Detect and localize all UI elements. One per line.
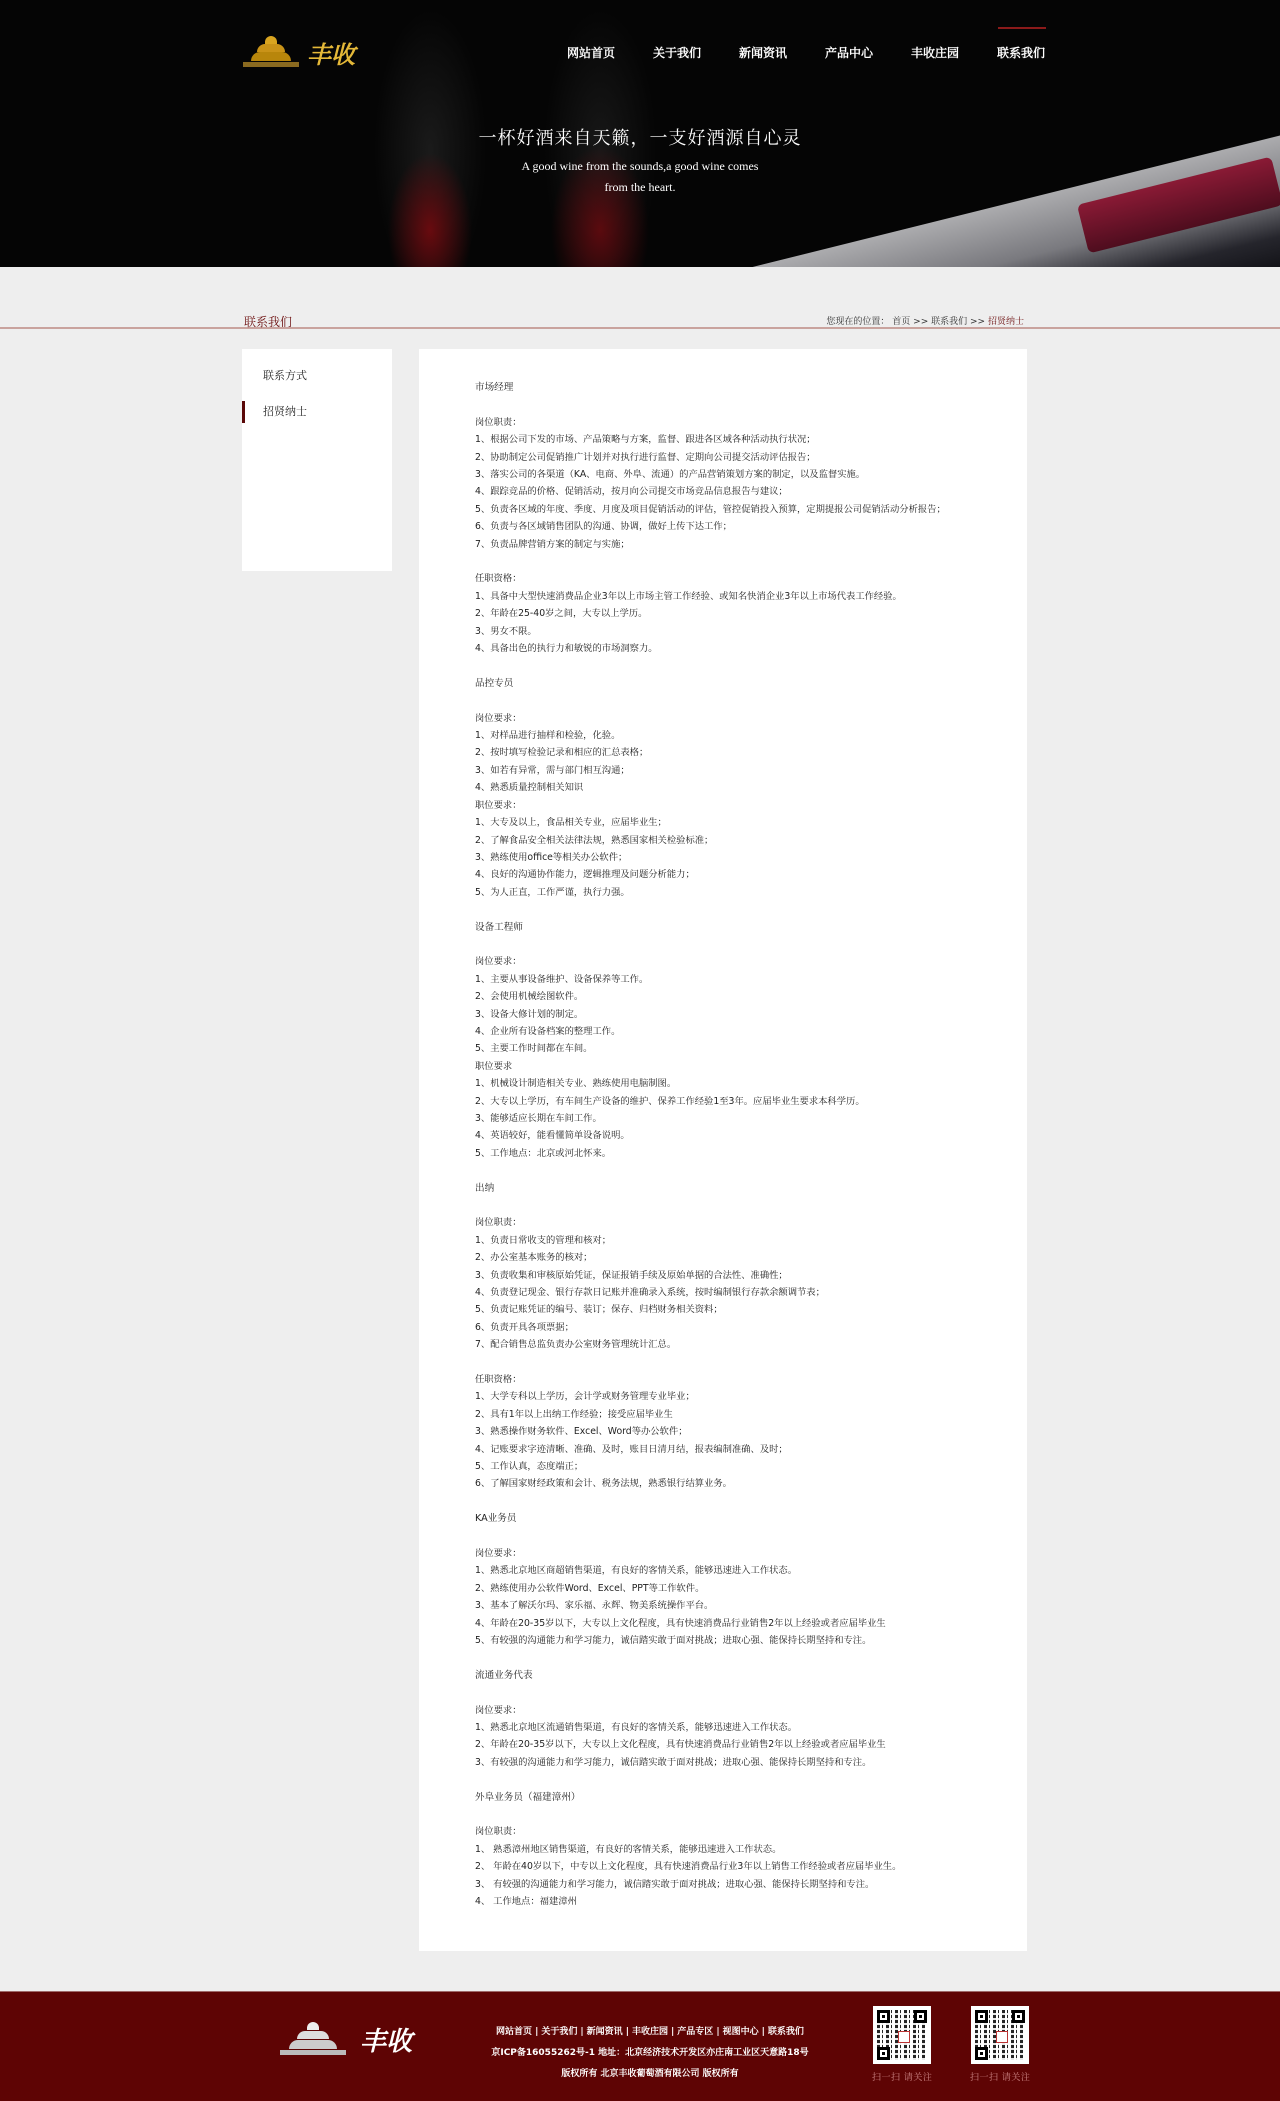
job-requirement-item: 2、按时填写检验记录和相应的汇总表格； [475,747,649,759]
temple-logo-icon [280,2020,346,2060]
job-requirement-item: 1、根据公司下发的市场、产品策略与方案，监督、跟进各区域各种活动执行状况； [475,434,816,446]
job-requirement-item: 4、具备出色的执行力和敏锐的市场洞察力。 [475,643,658,655]
footer-link-video[interactable]: 视图中心 [722,2026,759,2037]
breadcrumb [826,314,1024,327]
qr-label: 扫一扫 请关注 [970,2072,1031,2083]
job-requirement-item: 5、为人正直，工作严谨，执行力强。 [475,886,630,898]
logo-text: 丰收 [307,39,355,69]
breadcrumb-current[interactable]: 招贤纳士 [987,317,1024,327]
hero-title: 一杯好酒来自天籁，一支好酒源自心灵 [478,128,802,149]
footer-link-contact[interactable]: 联系我们 [767,2026,804,2037]
job-requirement-item: 3、 有较强的沟通能力和学习能力，诚信踏实敢于面对挑战；进取心强、能保持长期坚持和专注。 [475,1878,875,1890]
spacer [475,1354,971,1371]
job-section-heading: 职位要求： [475,799,522,811]
site-footer [0,1991,1280,2101]
job-requirement-item: 2、年龄在20-35岁以下，大专以上文化程度，具有快速消费品行业销售2年以上经验或者应届毕业生 [475,1739,886,1751]
job-requirement-item: 3、基本了解沃尔玛、家乐福、永辉、物美系统操作平台。 [475,1600,714,1612]
spacer [475,1771,971,1788]
job-title: 品控专员 [475,677,514,689]
qr-code-2 [970,2006,1030,2083]
spacer [475,1493,971,1510]
job-requirement-item: 2、大专以上学历，有车间生产设备的维护、保养工作经验1至3年。应届毕业生要求本科学历。 [475,1095,865,1107]
job-requirement-item: 7、配合销售总监负责办公室财务管理统计汇总。 [475,1339,677,1351]
job-section-heading: 岗位要求： [475,956,522,968]
job-section-heading: 岗位职责： [475,1826,522,1838]
footer-link-news[interactable]: 新闻资讯 [586,2026,623,2037]
hero-text [0,124,1280,198]
breadcrumb-separator: >> [970,317,986,327]
job-section-heading: 任职资格： [475,1374,522,1386]
job-requirement-item: 5、负责记账凭证的编号、装订；保存、归档财务相关资料； [475,1304,723,1316]
job-title: 设备工程师 [475,921,523,933]
footer-logo-text: 丰收 [360,2027,413,2058]
job-requirement-item: 1、负责日常收支的管理和核对； [475,1234,612,1246]
job-requirement-item: 2、熟练使用办公软件Word、Excel、PPT等工作软件。 [475,1582,705,1594]
job-title: 出纳 [475,1182,495,1194]
job-requirement-item: 3、能够适应长期在车间工作。 [475,1112,602,1124]
job-section-heading: 岗位职责： [475,416,522,428]
job-requirement-item: 5、工作认真，态度端正； [475,1461,584,1473]
sidebar-item-label: 联系方式 [263,369,307,382]
job-requirement-item: 5、主要工作时间都在车间。 [475,1043,593,1055]
job-section-heading: 任职资格： [475,573,522,585]
spacer [475,1649,971,1666]
job-requirement-item: 3、设备大修计划的制定。 [475,1008,584,1020]
job-requirement-item: 4、记账要求字迹清晰、准确、及时，账目日清月结，报表编制准确、及时； [475,1443,788,1455]
job-requirement-item: 4、跟踪竞品的价格、促销活动，按月向公司提交市场竞品信息报告与建议； [475,486,788,498]
job-requirement-item: 3、熟练使用office等相关办公软件； [475,851,628,863]
breadcrumb-prefix: 您现在的位置： [826,317,890,327]
qr-label: 扫一扫 请关注 [872,2072,933,2083]
nav-item-products[interactable]: 产品中心 [824,46,873,60]
job-requirement-item: 4、年龄在20-35岁以下，大专以上文化程度，具有快速消费品行业销售2年以上经验或者应届毕业生 [475,1617,886,1629]
job-requirement-item: 3、熟悉操作财务软件、Excel、Word等办公软件； [475,1426,688,1438]
footer-link-estate[interactable]: 丰收庄园 [631,2026,668,2037]
job-section-heading: 岗位要求： [475,712,522,724]
section-bar [0,309,1280,329]
job-title: KA业务员 [475,1513,517,1525]
job-posting [475,379,971,675]
hero-subtitle: A good wine from the sounds,a good wine comes from the heart. [521,159,759,194]
job-posting [475,1789,971,1911]
job-section-heading: 职位要求 [475,1060,513,1072]
job-requirement-item: 2、会使用机械绘图软件。 [475,991,584,1003]
job-requirement-item: 2、年龄在25-40岁之间，大专以上学历。 [475,608,648,620]
job-posting [475,675,971,919]
job-posting [475,1180,971,1511]
job-requirement-item: 1、对样品进行抽样和检验，化验。 [475,730,621,742]
job-requirement-item: 2、 年龄在40岁以下，中专以上文化程度，具有快速消费品行业3年以上销售工作经验或者应届毕业生。 [475,1861,902,1873]
job-requirement-item: 4、 工作地点：福建漳州 [475,1896,577,1908]
job-requirement-item: 3、有较强的沟通能力和学习能力，诚信踏实敢于面对挑战；进取心强、能保持长期坚持和专注。 [475,1756,872,1768]
nav-item-estate[interactable]: 丰收庄园 [910,46,959,60]
breadcrumb-home[interactable]: 首页 [892,317,911,327]
job-requirement-item: 1、主要从事设备维护、设备保养等工作。 [475,973,649,985]
job-requirement-item: 4、英语较好，能看懂简单设备说明。 [475,1130,630,1142]
job-posting [475,1510,971,1667]
job-requirement-item: 5、工作地点：北京或河北怀来。 [475,1147,612,1159]
job-posting [475,919,971,1180]
main-area [242,349,1027,1951]
job-section-heading: 岗位职责： [475,1217,522,1229]
sidebar [242,349,392,571]
sidebar-item-label: 招贤纳士 [263,405,307,418]
job-requirement-item: 5、负责各区域的年度、季度、月度及项目促销活动的评估，管控促销投入预算，定期提报公司促销活动分析报告； [475,503,946,515]
job-requirement-item: 1、具备中大型快速消费品企业3年以上市场主管工作经验、或知名快消企业3年以上市场代表工作经验。 [475,590,902,602]
sidebar-item-contact-info[interactable] [242,357,392,393]
nav-item-contact[interactable]: 联系我们 [978,44,1064,61]
footer-copyright: 版权所有 北京丰收葡萄酒有限公司 版权所有 [561,2068,739,2079]
job-requirement-item: 2、了解食品安全相关法律法规，熟悉国家相关检验标准； [475,834,714,846]
spacer [475,657,971,674]
job-requirement-item: 1、熟悉北京地区流通销售渠道，有良好的客情关系，能够迅速进入工作状态。 [475,1722,798,1734]
job-requirement-item: 3、男女不限。 [475,625,537,637]
qr-code-1 [872,2006,932,2083]
job-listings [419,349,1027,1951]
job-requirement-item: 3、如若有异常，需与部门相互沟通； [475,764,630,776]
spacer [475,1162,971,1179]
sidebar-item-recruitment[interactable] [242,393,392,429]
job-requirement-item: 4、负责登记现金、银行存款日记账并准确录入系统，按时编制银行存款余额调节表； [475,1287,825,1298]
job-section-heading: 岗位要求： [475,1548,522,1560]
footer-link-about[interactable]: 关于我们 [541,2026,578,2037]
qr-code-icon [873,2006,931,2064]
job-requirement-item: 1、机械设计制造相关专业、熟练使用电脑制图。 [475,1078,677,1090]
job-requirement-item: 4、熟悉质量控制相关知识 [475,782,584,794]
breadcrumb-separator: >> [913,317,929,327]
job-requirement-item: 6、了解国家财经政策和会计、税务法规，熟悉银行结算业务。 [475,1478,732,1490]
spacer [475,553,971,570]
footer-info [470,2022,830,2085]
main-nav [548,44,1064,61]
footer-links: 网站首页 | 关于我们 | 新闻资讯 | 丰收庄园 | 产品专区 | 视图中心 | 联系我们 [470,2022,830,2043]
nav-item-news[interactable]: 新闻资讯 [738,46,787,60]
job-title: 市场经理 [475,382,514,393]
job-posting [475,1667,971,1789]
footer-link-products[interactable]: 产品专区 [677,2026,714,2037]
breadcrumb-parent[interactable]: 联系我们 [931,317,968,327]
job-title: 外阜业务员（福建漳州） [475,1791,581,1803]
job-title: 流通业务代表 [475,1669,533,1681]
nav-item-about[interactable]: 关于我们 [652,46,701,60]
job-requirement-item: 1、大学专科以上学历，会计学或财务管理专业毕业； [475,1391,695,1403]
job-requirement-item: 7、负责品牌营销方案的制定与实施； [475,538,630,550]
spacer [475,901,971,918]
site-logo[interactable] [243,32,355,72]
job-requirement-item: 4、良好的沟通协作能力，逻辑推理及问题分析能力； [475,869,695,881]
job-requirement-item: 1、 熟悉漳州地区销售渠道，有良好的客情关系，能够迅速进入工作状态。 [475,1843,782,1855]
site-header [0,0,1280,100]
footer-link-home[interactable]: 网站首页 [496,2026,533,2037]
job-requirement-item: 3、落实公司的各渠道（KA、电商、外阜、流通）的产品营销策划方案的制定，以及监督实施。 [475,469,866,481]
job-requirement-item: 5、有较强的沟通能力和学习能力，诚信踏实敢于面对挑战；进取心强、能保持长期坚持和专注。 [475,1635,872,1647]
nav-item-home[interactable]: 网站首页 [566,46,615,60]
job-requirement-item: 2、办公室基本账务的核对； [475,1252,593,1264]
job-requirement-item: 1、大专及以上，食品相关专业，应届毕业生； [475,817,667,829]
job-requirement-item: 6、负责开具各项票据； [475,1321,574,1333]
temple-logo-icon [243,32,299,72]
job-requirement-item: 2、具有1年以上出纳工作经验；接受应届毕业生 [475,1408,673,1420]
hero-banner [0,0,1280,267]
qr-code-icon [971,2006,1029,2064]
job-requirement-item: 4、企业所有设备档案的整理工作。 [475,1025,621,1037]
section-title: 联系我们 [244,315,293,329]
job-requirement-item: 1、熟悉北京地区商超销售渠道，有良好的客情关系，能够迅速进入工作状态。 [475,1565,798,1577]
job-requirement-item: 3、负责收集和审核原始凭证，保证报销手续及原始单据的合法性、准确性； [475,1269,788,1281]
job-requirement-item: 2、协助制定公司促销推广计划并对执行进行监督、定期向公司提交活动评估报告； [475,451,816,463]
footer-logo[interactable] [280,2020,412,2060]
footer-icp-address: 京ICP备16055262号-1 地址：北京经济技术开发区亦庄南工业区天意路18号 [491,2047,809,2058]
job-requirement-item: 6、负责与各区域销售团队的沟通、协调，做好上传下达工作； [475,521,732,533]
job-section-heading: 岗位要求： [475,1704,522,1716]
